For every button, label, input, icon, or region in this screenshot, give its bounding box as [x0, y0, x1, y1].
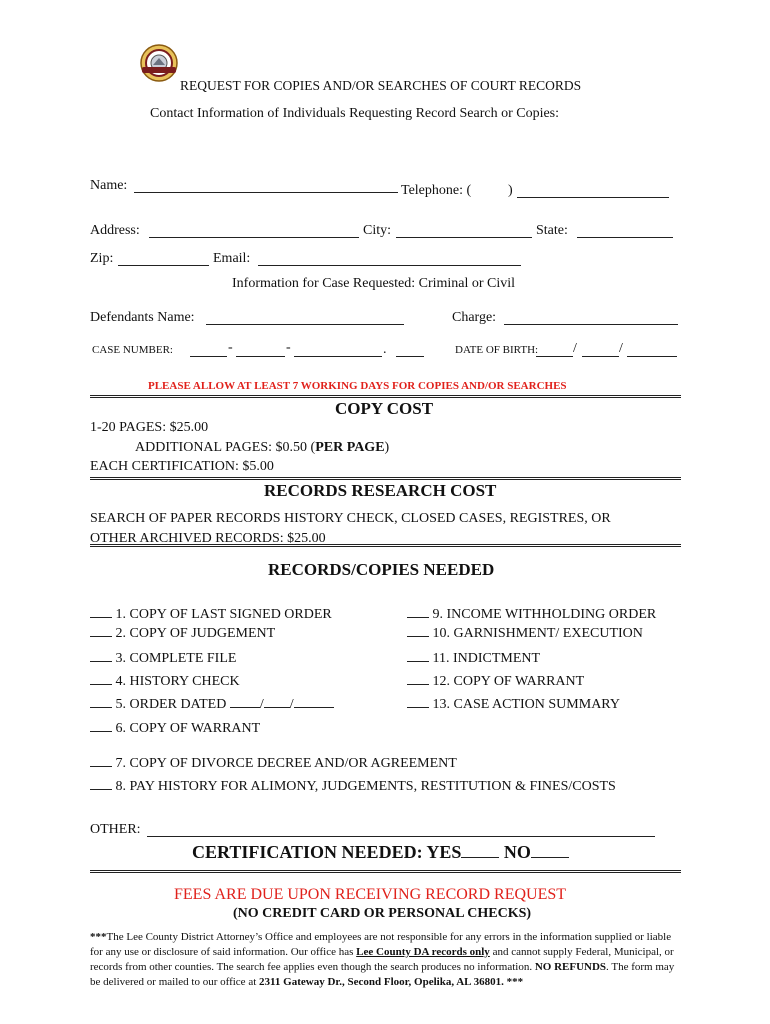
- list-item[interactable]: [407, 695, 620, 713]
- order-date-year-field[interactable]: [294, 695, 334, 708]
- dob-month-field[interactable]: [536, 356, 573, 357]
- processing-notice: PLEASE ALLOW AT LEAST 7 WORKING DAYS FOR COPIES AND/OR SEARCHES: [148, 380, 567, 392]
- list-item-label: 11. INDICTMENT: [432, 651, 541, 666]
- case-number-sep2: -: [286, 340, 291, 355]
- list-item[interactable]: [90, 754, 457, 772]
- list-item-label: 1. COPY OF LAST SIGNED ORDER: [115, 607, 332, 622]
- certification-no-label: NO: [503, 842, 531, 862]
- order-date-day-field[interactable]: [264, 695, 290, 708]
- copy-cost-line2: [135, 440, 389, 456]
- date-sep: /: [259, 697, 264, 712]
- zip-field[interactable]: [118, 265, 209, 266]
- case-number-part1[interactable]: [190, 356, 227, 357]
- disclaimer-part: 2311 Gateway Dr., Second Floor, Opelika, AL 36801: [259, 976, 502, 988]
- certification-no-field[interactable]: [531, 841, 569, 858]
- dob-year-field[interactable]: [627, 356, 677, 357]
- name-label: Name:: [90, 178, 128, 193]
- case-number-part3[interactable]: [294, 356, 382, 357]
- list-item[interactable]: [90, 695, 334, 713]
- checkbox-blank[interactable]: [90, 624, 112, 637]
- disclaimer-part: . The form may be delivered or mailed to our office at: [90, 961, 675, 988]
- disclaimer-part: The Lee County District Attorney’s Office and employees are not responsible for any errors in the information supplied or liable for any use or disclosure of said information. Our office has: [90, 931, 672, 958]
- certification-label: CERTIFICATION NEEDED: YES: [192, 842, 462, 862]
- city-label: City:: [363, 223, 392, 238]
- city-field[interactable]: [396, 237, 532, 238]
- list-item[interactable]: [90, 719, 260, 737]
- page-title: REQUEST FOR COPIES AND/OR SEARCHES OF COURT RECORDS: [180, 78, 582, 93]
- research-cost-heading: RECORDS RESEARCH COST: [264, 481, 497, 500]
- copy-cost-line2-bold: PER PAGE: [315, 440, 385, 455]
- disclaimer-part: . ***: [501, 976, 524, 988]
- list-item[interactable]: [90, 649, 236, 667]
- copy-cost-line2-suffix: ): [384, 440, 390, 455]
- dob-sep1: /: [573, 341, 577, 356]
- checkbox-blank[interactable]: [90, 754, 112, 767]
- case-number-part4[interactable]: [396, 356, 424, 357]
- checkbox-blank[interactable]: [90, 777, 112, 790]
- checkbox-blank[interactable]: [407, 649, 429, 662]
- state-field[interactable]: [577, 237, 673, 238]
- disclaimer-part: NO REFUNDS: [534, 961, 607, 973]
- list-item-label: 3. COMPLETE FILE: [115, 651, 237, 666]
- list-item[interactable]: [90, 624, 275, 642]
- list-item[interactable]: [407, 672, 584, 690]
- telephone-close-paren: ): [508, 183, 513, 198]
- list-item[interactable]: [407, 624, 643, 642]
- address-field[interactable]: [149, 237, 359, 238]
- divider: [90, 477, 681, 480]
- telephone-field[interactable]: [517, 197, 669, 198]
- dob-label: DATE OF BIRTH:: [455, 344, 539, 356]
- case-number-dot: .: [383, 342, 387, 357]
- checkbox-blank[interactable]: [407, 605, 429, 618]
- research-cost-line2: OTHER ARCHIVED RECORDS: $25.00: [90, 531, 326, 546]
- charge-label: Charge:: [452, 310, 497, 325]
- date-sep: /: [289, 697, 294, 712]
- other-field[interactable]: [147, 836, 655, 837]
- name-field[interactable]: [134, 192, 398, 193]
- disclaimer-part: ***: [90, 931, 107, 943]
- certification-row: [192, 841, 569, 863]
- list-item-label: 9. INCOME WITHHOLDING ORDER: [432, 607, 657, 622]
- checkbox-blank[interactable]: [90, 695, 112, 708]
- address-label: Address:: [90, 223, 140, 238]
- list-item[interactable]: [407, 649, 540, 667]
- defendant-label: Defendants Name:: [90, 310, 195, 325]
- list-item[interactable]: [90, 605, 332, 623]
- checkbox-blank[interactable]: [407, 672, 429, 685]
- other-label: OTHER:: [90, 822, 141, 837]
- zip-label: Zip:: [90, 251, 114, 266]
- divider: [90, 870, 681, 873]
- list-item[interactable]: [407, 605, 656, 623]
- disclaimer: [90, 930, 680, 990]
- divider: [90, 544, 681, 547]
- records-needed-heading: RECORDS/COPIES NEEDED: [268, 560, 495, 579]
- email-label: Email:: [213, 251, 251, 266]
- research-cost-line1: SEARCH OF PAPER RECORDS HISTORY CHECK, CLOSED CASES, REGISTRES, OR: [90, 511, 611, 526]
- copy-cost-line3: EACH CERTIFICATION: $5.00: [90, 459, 274, 474]
- case-info-label: Information for Case Requested: Criminal or Civil: [232, 276, 516, 291]
- checkbox-blank[interactable]: [90, 649, 112, 662]
- case-number-part2[interactable]: [236, 356, 285, 357]
- certification-yes-field[interactable]: [461, 841, 499, 858]
- order-date-month-field[interactable]: [230, 695, 260, 708]
- list-item-label: 13. CASE ACTION SUMMARY: [432, 697, 620, 712]
- list-item-label: 4. HISTORY CHECK: [115, 674, 240, 689]
- dob-sep2: /: [619, 341, 623, 356]
- copy-cost-line2-prefix: ADDITIONAL PAGES: $0.50 (: [135, 440, 316, 455]
- defendant-field[interactable]: [206, 324, 404, 325]
- case-number-label: CASE NUMBER:: [92, 344, 173, 356]
- copy-cost-line1: 1-20 PAGES: $25.00: [90, 420, 209, 435]
- county-seal-logo: [140, 44, 178, 82]
- list-item[interactable]: [90, 672, 240, 690]
- state-label: State:: [536, 223, 568, 238]
- list-item-label: 8. PAY HISTORY FOR ALIMONY, JUDGEMENTS, RESTITUTION & FINES/COSTS: [115, 779, 616, 794]
- list-item-label: 2. COPY OF JUDGEMENT: [115, 626, 276, 641]
- charge-field[interactable]: [504, 324, 678, 325]
- list-item-label: 12. COPY OF WARRANT: [432, 674, 585, 689]
- email-field[interactable]: [258, 265, 521, 266]
- list-item-label: 7. COPY OF DIVORCE DECREE AND/OR AGREEMENT: [115, 756, 457, 771]
- checkbox-blank[interactable]: [90, 719, 112, 732]
- list-item-label: 6. COPY OF WARRANT: [115, 721, 261, 736]
- divider: [90, 395, 681, 398]
- disclaimer-part: Lee County DA records only: [356, 946, 490, 958]
- list-item-label: 5. ORDER DATED: [115, 697, 227, 712]
- checkbox-blank[interactable]: [407, 695, 429, 708]
- checkbox-blank[interactable]: [90, 605, 112, 618]
- fees-notice: FEES ARE DUE UPON RECEIVING RECORD REQUEST: [174, 886, 567, 903]
- fees-payment-note: (NO CREDIT CARD OR PERSONAL CHECKS): [233, 906, 532, 921]
- checkbox-blank[interactable]: [407, 624, 429, 637]
- list-item[interactable]: [90, 777, 616, 795]
- page-subtitle: Contact Information of Individuals Requesting Record Search or Copies:: [150, 106, 560, 121]
- copy-cost-heading: COPY COST: [335, 399, 434, 418]
- dob-day-field[interactable]: [582, 356, 619, 357]
- case-number-sep1: -: [228, 340, 233, 355]
- list-item-label: 10. GARNISHMENT/ EXECUTION: [432, 626, 643, 641]
- telephone-label: Telephone: (: [401, 183, 472, 198]
- checkbox-blank[interactable]: [90, 672, 112, 685]
- disclaimer-part: and cannot supply Federal, Municipal, or records from other counties. The search fee applies even though the search produces no information.: [90, 946, 674, 973]
